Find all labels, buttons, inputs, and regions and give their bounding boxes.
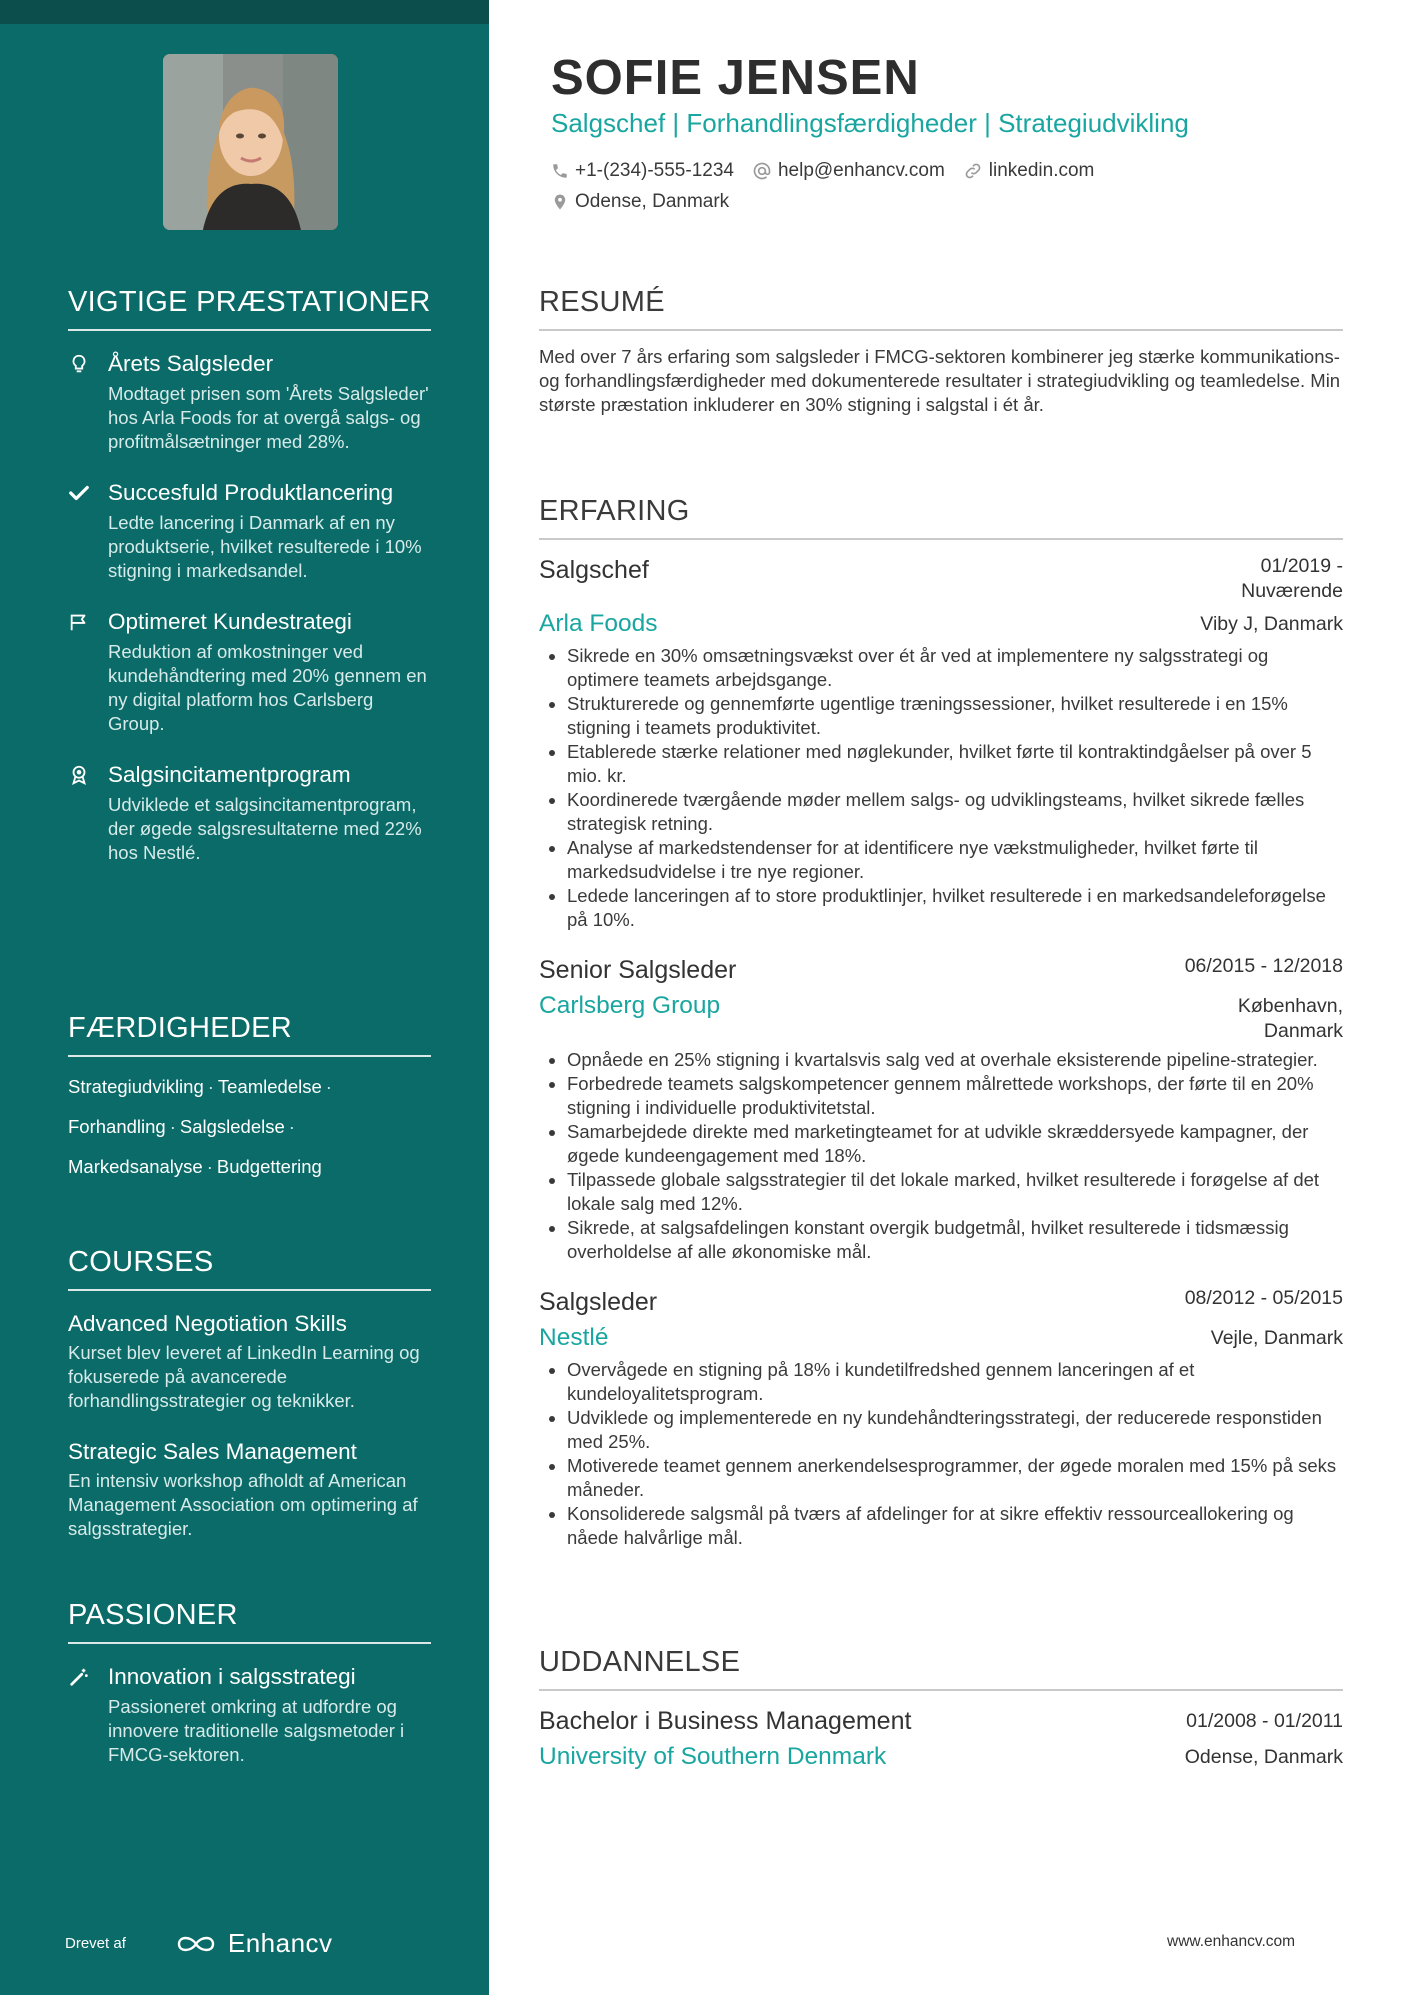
sidebar <box>0 0 489 1995</box>
achievements-section <box>68 286 431 889</box>
bullet-item: • Overvågede en stigning på 18% i kundetilfredshed gennem lanceringen af et kundeloyalitetsprogram. <box>567 1358 1343 1406</box>
bullet-item: • Forbedrede teamets salgskompetencer gennem målrettede workshops, der førte til en 20% stigning i individuelle produktivitetstal. <box>567 1072 1343 1120</box>
school-name[interactable]: University of Southern Denmark <box>539 1743 887 1770</box>
experience-section <box>539 495 1343 1550</box>
job-entry <box>539 954 1343 1264</box>
passions-heading: PASSIONER <box>68 1599 431 1644</box>
courses-heading: COURSES <box>68 1246 431 1291</box>
job-title: Senior Salgsleder <box>539 956 737 984</box>
website-contact[interactable] <box>963 160 1095 182</box>
education-heading: UDDANNELSE <box>539 1646 1343 1691</box>
company-name[interactable]: Nestlé <box>539 1324 609 1351</box>
company-name[interactable]: Carlsberg Group <box>539 992 721 1019</box>
bullet-item: • Koordinerede tværgående møder mellem salgs- og udviklingsteams, hvilket sikrede fælles strategisk retning. <box>567 788 1343 836</box>
achievement-desc: Modtaget prisen som 'Årets Salgsleder' hos Arla Foods for at overgå salgs- og profitmålsætninger med 28%. <box>108 383 429 452</box>
phone-text: +1-(234)-555-1234 <box>575 160 734 181</box>
summary-section <box>539 286 1343 417</box>
education-section <box>539 1646 1343 1773</box>
bullet-item: • Analyse af markedstendenser for at identificere nye vækstmuligheder, hvilket førte til markedsudvidelse i tre nye regioner. <box>567 836 1343 884</box>
skill-tag: Salgsledelse <box>179 1116 285 1137</box>
achievement-desc: Ledte lancering i Danmark af en ny produktserie, hvilket resulterede i 10% stigning i markedsandel. <box>108 512 422 581</box>
skills-heading: FÆRDIGHEDER <box>68 1012 431 1057</box>
job-bullets <box>539 644 1343 932</box>
skills-line: Strategiudvikling · Teamledelse · <box>68 1076 332 1097</box>
job-bullets <box>539 1048 1343 1264</box>
job-bullets <box>539 1358 1343 1550</box>
achievement-title: Optimeret Kundestrategi <box>108 609 352 634</box>
passions-section <box>68 1599 431 1791</box>
job-date: 01/2019 - Nuværende <box>1241 555 1343 602</box>
award-icon <box>68 764 90 786</box>
achievement-title: Succesfuld Produktlancering <box>108 480 394 505</box>
job-date: 08/2012 - 05/2015 <box>1184 1287 1343 1309</box>
sidebar-top-bar <box>0 0 489 24</box>
summary-text: Med over 7 års erfaring som salgsleder i FMCG-sektoren kombinerer jeg stærke kommunikations- og forhandlingsfærdigheder med dokumenterede resultater i strategiudvikling og teamledelse. Min største præstation inkluderer en 30% stigning i salgstal i ét år. <box>539 346 1341 415</box>
at-icon <box>752 161 772 181</box>
magic-wand-icon <box>68 1666 90 1688</box>
job-location: Vejle, Danmark <box>1210 1327 1343 1349</box>
check-icon <box>68 482 90 504</box>
achievement-item <box>68 478 431 583</box>
bullet-item: • Udviklede og implementerede en ny kundehåndteringsstrategi, der reducerede responstiden med 25%. <box>567 1406 1343 1454</box>
phone-contact[interactable] <box>551 160 734 182</box>
skill-tag: Strategiudvikling <box>68 1076 204 1097</box>
education-location: Odense, Danmark <box>1184 1746 1343 1768</box>
achievement-desc: Udviklede et salgsincitamentprogram, der øgede salgsresultaterne med 22% hos Nestlé. <box>108 794 422 863</box>
website-text: linkedin.com <box>988 160 1095 181</box>
experience-heading: ERFARING <box>539 495 1343 540</box>
bullet-item: • Etablerede stærke relationer med nøglekunder, hvilket førte til kontraktindgåelser på over 5 mio. kr. <box>567 740 1343 788</box>
bullet-item: • Opnåede en 25% stigning i kvartalsvis salg ved at overhale eksisterende pipeline-strategier. <box>567 1048 1343 1072</box>
enhancv-logo[interactable] <box>174 1928 333 1959</box>
email-contact[interactable] <box>752 160 945 182</box>
passion-title: Innovation i salgsstrategi <box>108 1664 356 1689</box>
job-location: København, Danmark <box>1237 995 1343 1042</box>
achievement-item <box>68 607 431 736</box>
candidate-subtitle: Salgschef | Forhandlingsfærdigheder | Strategiudvikling <box>551 108 1189 138</box>
bullet-item: • Motiverede teamet gennem anerkendelsesprogrammer, der øgede moralen med 15% på seks måneder. <box>567 1454 1343 1502</box>
lightbulb-icon <box>68 353 90 375</box>
bullet-item: • Samarbejdede direkte med marketingteamet for at udvikle skræddersyede kampagner, der øgede kundeengagement med 18%. <box>567 1120 1343 1168</box>
summary-heading: RESUMÉ <box>539 286 1343 331</box>
bullet-item: • Strukturerede og gennemførte ugentlige træningssessioner, hvilket resulterede i en 15% stigning i teamets produktivitet. <box>567 692 1343 740</box>
education-date: 01/2008 - 01/2011 <box>1186 1710 1343 1732</box>
education-entry <box>539 1705 1343 1773</box>
skill-tag: Forhandling <box>68 1116 166 1137</box>
footer-url[interactable]: www.enhancv.com <box>1167 1933 1296 1950</box>
course-desc: En intensiv workshop afholdt af American Management Association om optimering af salgsstrategier. <box>68 1470 418 1539</box>
bullet-item: • Sikrede en 30% omsætningsvækst over ét år ved at implementere ny salgsstrategi og optimere teamets arbejdsgange. <box>567 644 1343 692</box>
location-text: Odense, Danmark <box>575 191 730 212</box>
powered-by-label: Drevet af <box>65 1935 126 1952</box>
powered-by <box>65 1928 333 1959</box>
map-pin-icon <box>551 192 569 212</box>
achievement-title: Salgsincitamentprogram <box>108 762 351 787</box>
skill-tag: Teamledelse <box>217 1076 322 1097</box>
course-item <box>68 1309 431 1413</box>
achievement-item <box>68 349 431 454</box>
bullet-item: • Konsoliderede salgsmål på tværs af afdelinger for at sikre effektiv ressourceallokering og nåede halvårlige mål. <box>567 1502 1343 1550</box>
candidate-name: SOFIE JENSEN <box>551 51 920 105</box>
job-title: Salgschef <box>539 556 649 584</box>
bullet-item: • Tilpassede globale salgsstrategier til det lokale marked, hvilket resulterede i forøgelse af det lokale salg med 12%. <box>567 1168 1343 1216</box>
passion-item <box>68 1662 431 1767</box>
location-contact <box>551 191 729 213</box>
skills-line: Markedsanalyse · Budgettering <box>68 1156 322 1177</box>
course-desc: Kurset blev leveret af LinkedIn Learning og fokuserede på avancerede forhandlingsstrategier og teknikker. <box>68 1342 420 1411</box>
flag-icon <box>68 611 90 633</box>
skill-tag: Budgettering <box>216 1156 322 1177</box>
bullet-item: • Sikrede, at salgsafdelingen konstant overgik budgetmål, hvilket resulterede i tidsmæssig overholdelse af alle økonomiske mål. <box>567 1216 1343 1264</box>
job-entry <box>539 1286 1343 1550</box>
brand-name: Enhancv <box>227 1928 333 1958</box>
phone-icon <box>551 162 569 180</box>
course-item <box>68 1437 431 1541</box>
job-date: 06/2015 - 12/2018 <box>1184 955 1343 977</box>
email-text: help@enhancv.com <box>777 160 945 181</box>
infinity-icon <box>174 1933 218 1955</box>
job-location: Viby J, Danmark <box>1200 613 1343 635</box>
courses-section <box>68 1246 431 1565</box>
achievement-desc: Reduktion af omkostninger ved kundehåndtering med 20% gennem en ny digital platform hos Carlsberg Group. <box>108 641 427 734</box>
company-name[interactable]: Arla Foods <box>539 610 658 637</box>
degree-title: Bachelor i Business Management <box>539 1707 912 1735</box>
achievement-item <box>68 760 431 865</box>
skills-line: Forhandling · Salgsledelse · <box>68 1116 295 1137</box>
course-title: Strategic Sales Management <box>68 1439 357 1464</box>
profile-photo <box>163 54 338 230</box>
bullet-item: • Ledede lanceringen af to store produktlinjer, hvilket resulterede i en markedsandeleforøgelse på 10%. <box>567 884 1343 932</box>
contact-info <box>551 160 1112 222</box>
achievement-title: Årets Salgsleder <box>108 351 274 376</box>
course-title: Advanced Negotiation Skills <box>68 1311 347 1336</box>
job-title: Salgsleder <box>539 1288 658 1316</box>
link-icon <box>963 161 983 181</box>
achievements-heading: VIGTIGE PRÆSTATIONER <box>68 286 431 331</box>
skills-section <box>68 1012 431 1195</box>
passion-desc: Passioneret omkring at udfordre og innovere traditionelle salgsmetoder i FMCG-sektoren. <box>108 1696 405 1765</box>
skill-tag: Markedsanalyse <box>68 1156 203 1177</box>
job-entry <box>539 554 1343 932</box>
